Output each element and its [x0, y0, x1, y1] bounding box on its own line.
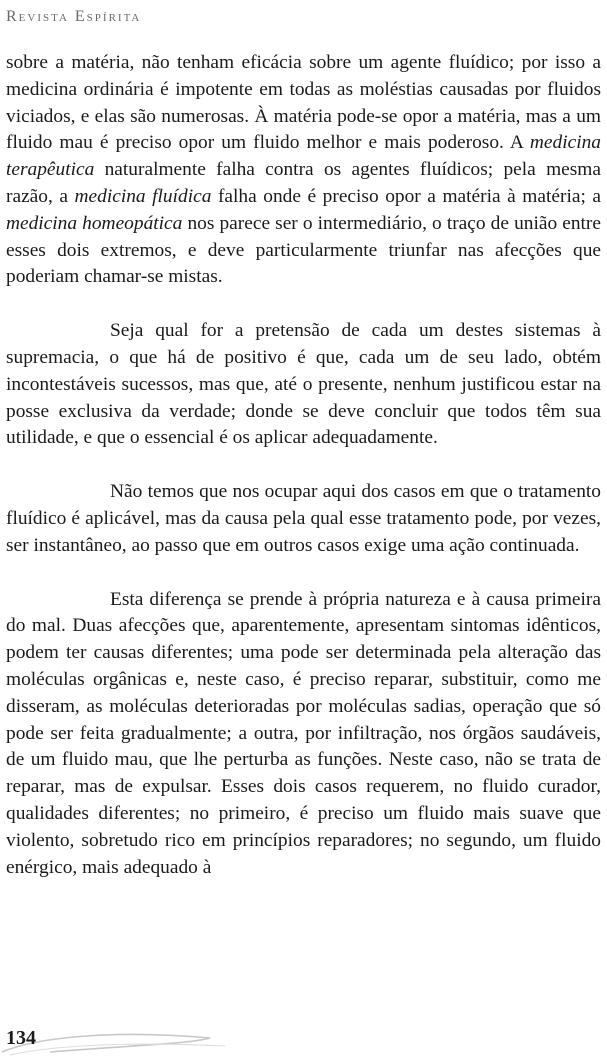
paragraph-3	[6, 479, 601, 559]
italic-term: medicina homeopática	[6, 212, 183, 234]
page-body	[6, 50, 601, 908]
italic-term: medicina terapêutica	[6, 132, 601, 181]
text-run: Esta diferença se prende à própria natureza e à causa primeira do mal. Duas afecções que, aparentemente, apresentam sintomas idênticos, podem ter causas diferentes; uma pode ser determinada pela alteração das moléculas orgânicas e, neste caso, é preciso reparar, substituir, como me disseram, as moléculas deterioradas por moléculas sadias, operação que só pode ser feita gradualmente; a outra, por infiltração, nos órgãos saudáveis, de um fluido mau, que lhe perturba as funções. Neste caso, não se trata de reparar, mas de expulsar. Esses dois casos requerem, no fluido curador, qualidades diferentes; no primeiro, é preciso um fluido mais suave que violento, sobretudo rico em princípios reparadores; no segundo, um fluido enérgico, mais adequado à	[6, 588, 601, 878]
text-run: sobre a matéria, não tenham eficácia sobre um agente fluídico; por isso a medicina ordinária é impotente em todas as moléstias causadas por fluidos viciados, e elas são numerosas. À matéria pode-se opor a matéria, mas a um fluido mau é preciso opor um fluido melhor e mais poderoso. A	[6, 52, 601, 154]
running-header: Revista Espírita	[6, 8, 142, 25]
text-run: nos parece ser o intermediário, o traço de união entre esses dois extremos, e deve particularmente triunfar nas afecções que poderiam chamar-se mistas.	[6, 212, 601, 288]
text-run: naturalmente falha contra os agentes fluídicos; pela mesma razão, a	[6, 159, 601, 207]
page-number: 134	[6, 1027, 36, 1049]
paragraph-2	[6, 318, 601, 452]
paragraph-4	[6, 587, 601, 882]
text-run: Seja qual for a pretensão de cada um destes sistemas à supremacia, o que há de positivo é que, cada um de seu lado, obtém incontestáveis sucessos, mas que, até o presente, nenhum justificou estar na posse exclusiva da verdade; donde se deve concluir que todos têm sua utilidade, e que o essencial é os aplicar adequadamente.	[6, 320, 601, 449]
paragraph-1	[6, 50, 601, 291]
text-run: Não temos que nos ocupar aqui dos casos em que o tratamento fluídico é aplicável, mas da causa pela qual esse tratamento pode, por vezes, ser instantâneo, ao passo que em outros casos exige uma ação continuada.	[6, 481, 601, 556]
text-run: falha onde é preciso opor a matéria à matéria; a	[211, 185, 601, 207]
italic-term: medicina fluídica	[74, 185, 212, 207]
